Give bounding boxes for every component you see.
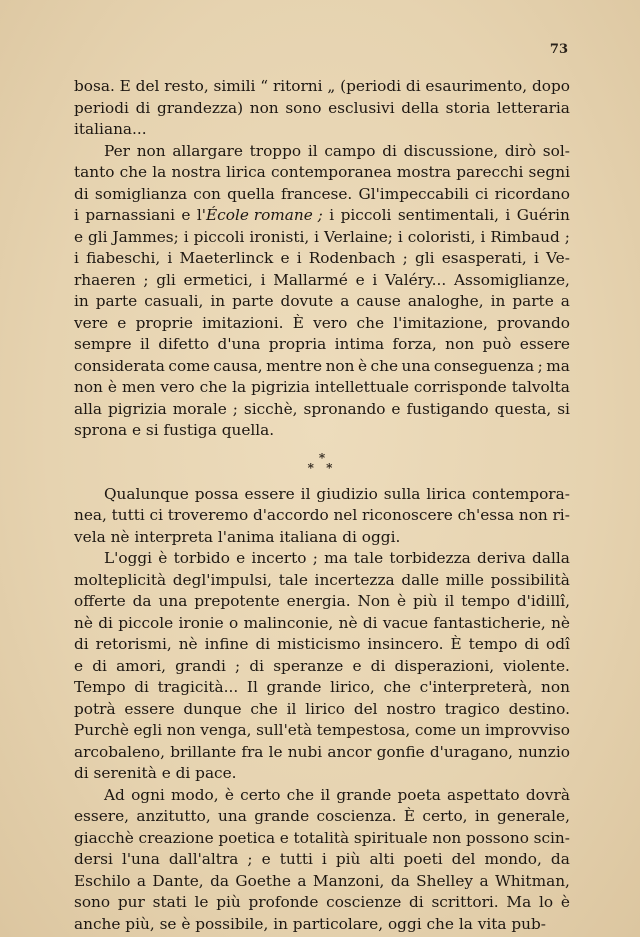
text-line: Ad ogni modo, è certo che il grande poeta aspettato dovrà	[104, 785, 570, 804]
text-line: considerata come causa, mentre non è che una conseguenza ; ma	[74, 356, 570, 375]
text-line: sprona e si fustiga quella.	[74, 421, 275, 439]
text-line: e gli Jammes; i piccoli ironisti, i Verlaine; i coloristi, i Rimbaud ;	[74, 227, 570, 246]
asterism-bottom: * *	[307, 460, 337, 475]
text-line: molteplicità degl'impulsi, tale incertezza dalle mille possibilità	[74, 570, 570, 589]
text-line: anche più, se è possibile, in particolare, oggi che la vita pub-	[74, 914, 546, 933]
paragraph	[74, 76, 570, 141]
page-body	[74, 76, 570, 935]
text-line: periodi di grandezza) non sono esclusivi della storia letteraria	[74, 98, 570, 117]
text-line: italiana...	[74, 120, 147, 138]
text-line: di serenità e di pace.	[74, 764, 237, 782]
text-line: alla pigrizia morale ; sicchè, spronando e fustigando questa, si	[74, 399, 570, 418]
text-line: sempre il difetto d'una propria intima forza, non può essere	[74, 335, 570, 353]
text-line: non è men vero che la pigrizia intellettuale corrisponde talvolta	[74, 378, 570, 396]
text-line: e di amori, grandi ; di speranze e di disperazioni, violente.	[74, 656, 570, 675]
text-line: Per non allargare troppo il campo di discussione, dirò sol-	[104, 141, 570, 160]
paragraph	[74, 141, 570, 442]
asterism-top: *	[318, 450, 326, 465]
text-line: tanto che la nostra lirica contemporanea mostra parecchi segni	[74, 163, 570, 181]
text-line: nè di piccole ironie o malinconie, nè di vacue fantasticherie, nè	[74, 613, 570, 632]
text-line: Purchè egli non venga, sull'età tempestosa, come un improvviso	[74, 721, 570, 739]
text-line: nea, tutti ci troveremo d'accordo nel riconoscere ch'essa non ri-	[74, 506, 570, 524]
paragraph	[74, 484, 570, 549]
text-line: vela nè interpreta l'anima italiana di oggi.	[74, 527, 401, 546]
text-line: Qualunque possa essere il giudizio sulla lirica contempora-	[104, 484, 570, 503]
text-line: i fiabeschi, i Maeterlinck e i Rodenbach ; gli esasperati, i Ve-	[74, 249, 570, 267]
text-line: vere e proprie imitazioni. È vero che l'imitazione, provando	[74, 313, 570, 332]
section-asterism	[74, 442, 570, 484]
text-line: i parnassiani e l'École romane ; i piccoli sentimentali, i Guérin	[74, 206, 570, 224]
text-line: rhaeren ; gli ermetici, i Mallarmé e i Valéry... Assomiglianze,	[74, 270, 570, 289]
page-number: 73	[549, 42, 568, 57]
paragraph	[74, 548, 570, 785]
text-line: dersi l'una dall'altra ; e tutti i più alti poeti del mondo, da	[74, 850, 570, 868]
text-line: sono pur stati le più profonde coscienze di scrittori. Ma lo è	[74, 893, 570, 911]
text-line: Eschilo a Dante, da Goethe a Manzoni, da Shelley a Whitman,	[74, 871, 570, 890]
text-line: di somiglianza con quella francese. Gl'impeccabili ci ricordano	[74, 184, 570, 203]
text-line: L'oggi è torbido e incerto ; ma tale torbidezza deriva dalla	[104, 549, 570, 567]
text-line: bosa. E del resto, simili “ ritorni „ (periodi di esaurimento, dopo	[74, 77, 570, 95]
text-line: giacchè creazione poetica e totalità spirituale non possono scin-	[74, 828, 570, 847]
text-line: potrà essere dunque che il lirico del nostro tragico destino.	[74, 699, 570, 718]
paragraph	[74, 785, 570, 936]
text-line: Tempo di tragicità... Il grande lirico, che c'interpreterà, non	[74, 678, 570, 696]
text-line: arcobaleno, brillante fra le nubi ancor gonfie d'uragano, nunzio	[74, 742, 570, 761]
text-line: di retorismi, nè infine di misticismo insincero. È tempo di odî	[74, 635, 570, 653]
text-line: offerte da una prepotente energia. Non è più il tempo d'idillî,	[74, 592, 570, 610]
text-line: essere, anzitutto, una grande coscienza. È certo, in generale,	[74, 807, 570, 825]
text-line: in parte casuali, in parte dovute a cause analoghe, in parte a	[74, 292, 570, 310]
